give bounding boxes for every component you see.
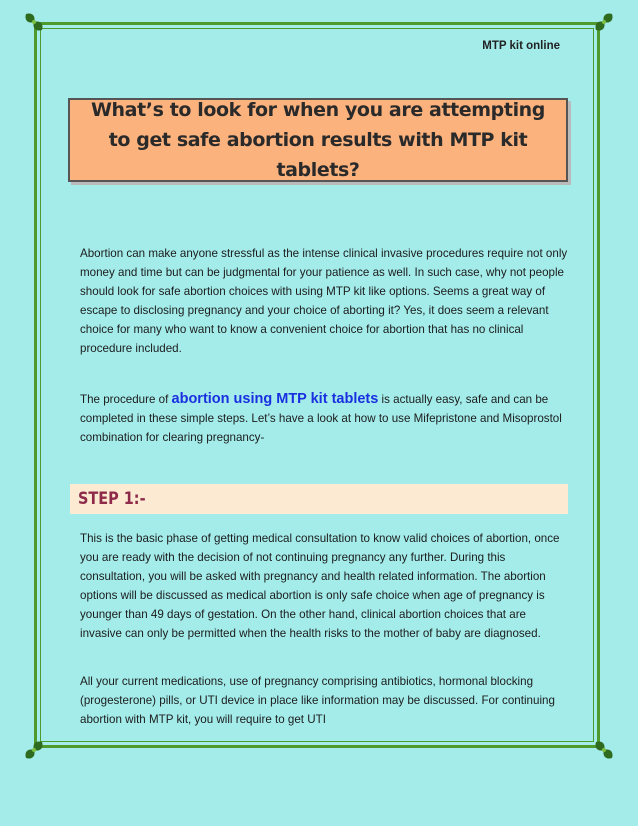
- page-title: [83, 95, 553, 185]
- page-title-text: What’s to look for when you are attempting to get safe abortion results with MTP kit tablets?: [90, 99, 546, 181]
- corner-ornament-icon: [22, 10, 48, 36]
- intro-paragraph: Abortion can make anyone stressful as the intense clinical invasive procedures require not only money and time but can be judgmental for your patience as well. In such case, why not people should look for safe abortion choices with using MTP kit like options. Seems a great way of escape to disclosing pregnancy and your choice of aborting it? Yes, it does seem a relevant choice for many who want to know a convenient choice for abortion that has no clinical procedure included.: [80, 247, 568, 355]
- step1-heading: STEP 1:-: [78, 489, 146, 509]
- step1-heading-box: [70, 484, 568, 514]
- corner-ornament-icon: [590, 736, 616, 762]
- header-site-label: MTP kit online: [482, 40, 560, 52]
- step1-paragraph-1: This is the basic phase of getting medical consultation to know valid choices of abortion, once you are ready with the decision of not continuing pregnancy any further. During this consultation, you will be asked with pregnancy and health related information. The abortion options will be discussed as medical abortion is only safe choice when age of pregnancy is younger than 49 days of gestation. On the other hand, clinical abortion choices that are invasive can only be permitted when the health risks to the mother of baby are diagnosed.: [80, 532, 560, 640]
- step1-paragraph-2: All your current medications, use of pregnancy comprising antibiotics, hormonal blocking (progesterone) pills, or UTI device in place like information may be discussed. For continuing abortion with MTP kit, you will require to get UTI: [80, 675, 555, 726]
- procedure-suffix: is actually easy, safe and can be completed in these simple steps. Let’s have a look at how to use Mifepristone and Misoprostol combination for clearing pregnancy-: [80, 393, 562, 444]
- abortion-mtp-kit-link[interactable]: abortion using MTP kit tablets: [171, 391, 379, 407]
- title-box: [68, 98, 568, 182]
- procedure-paragraph: [80, 390, 570, 447]
- corner-ornament-icon: [22, 736, 48, 762]
- procedure-prefix: The procedure of: [80, 393, 172, 406]
- corner-ornament-icon: [590, 10, 616, 36]
